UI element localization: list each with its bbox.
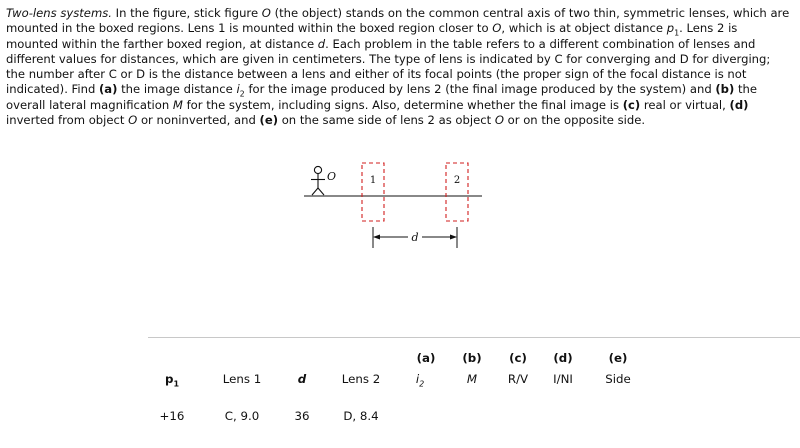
dimension-arrowhead-right	[450, 235, 457, 240]
header-inverted: I/NI	[553, 372, 573, 386]
problem-part-label: (a)	[99, 82, 118, 97]
header-d: d	[297, 372, 307, 386]
problem-text: i	[236, 82, 240, 97]
lens-1-label: 1	[369, 175, 377, 186]
problem-text: M	[172, 97, 183, 112]
problem-statement	[6, 6, 791, 128]
problem-text: the image distance	[117, 82, 237, 97]
table-cell-p1: +16	[159, 409, 185, 423]
problem-text: for the system, including signs. Also, determine whether the final image is	[182, 97, 623, 112]
header-real-virtual: R/V	[507, 372, 529, 386]
lens-1-box	[362, 163, 384, 221]
problem-text: p	[666, 21, 675, 36]
part-label-d: (d)	[553, 351, 573, 365]
problem-text: real or virtual,	[640, 97, 730, 112]
table-top-rule	[148, 337, 800, 338]
header-lens-2: Lens 2	[341, 372, 381, 386]
distance-d-dimension	[373, 227, 457, 248]
problem-text: inverted from object	[6, 113, 129, 128]
problem-text: O	[494, 113, 504, 128]
part-label-a: (a)	[416, 351, 436, 365]
dimension-arrowhead-left	[373, 235, 380, 240]
object-label: O	[327, 170, 337, 183]
lens-2-box	[446, 163, 468, 221]
problem-text: , which is at object distance	[501, 21, 667, 36]
problem-text: for the image produced by lens 2 (the final image produced by the system) and	[244, 82, 716, 97]
problem-text: O	[128, 113, 138, 128]
table-cell-d: 36	[294, 409, 310, 423]
problem-text: . Each problem in the table refers to a different combination of lenses and different values for distances, which are given in centimeters. The type of lens is indicated by C for converging and D for diverging; the number after C or D is the distance between a lens and either of its focal points (the proper sign of the focal distance is not indicated). Find	[6, 36, 771, 97]
two-lens-figure	[300, 158, 500, 268]
problem-part-label: (c)	[622, 97, 641, 112]
problem-text: O	[492, 21, 502, 36]
problem-text: (the object) stands on the common central axis of two thin, symmetric lenses, which are mounted in the boxed regions. Lens 1 is mounted within the boxed region closer to	[6, 6, 790, 36]
lens-2-label: 2	[453, 175, 461, 186]
stick-figure-leg	[312, 188, 318, 195]
problem-part-label: (e)	[259, 113, 279, 128]
header-magnification: M	[466, 372, 478, 386]
problem-part-label: (d)	[729, 97, 749, 112]
part-label-c: (c)	[509, 351, 527, 365]
stick-figure-head	[314, 166, 321, 173]
problem-text: on the same side of lens 2 as object	[278, 113, 495, 128]
problem-text: or on the opposite side.	[503, 113, 646, 128]
distance-label: d	[411, 231, 419, 244]
table-cell-lens-1: C, 9.0	[224, 409, 260, 423]
part-label-b: (b)	[462, 351, 482, 365]
table-cell-lens-2: D, 8.4	[343, 409, 379, 423]
header-lens-1: Lens 1	[222, 372, 262, 386]
problem-text: 2	[239, 89, 245, 99]
header-i2: $i_2$	[415, 372, 425, 389]
problem-text: . Lens 2 is mounted within the farther boxed region, at distance	[6, 21, 738, 51]
problem-text: d	[317, 36, 326, 51]
problem-title: Two-lens systems.	[6, 6, 112, 20]
problem-text: the overall lateral magnification	[6, 82, 757, 112]
problem-text: 1	[674, 28, 680, 38]
part-label-e: (e)	[608, 351, 628, 365]
problem-text: or noninverted, and	[137, 113, 260, 128]
stick-figure-leg	[318, 188, 324, 195]
problem-text: In the figure, stick figure	[111, 6, 262, 20]
header-p1: $p_1$	[164, 372, 180, 389]
stick-figure-object	[311, 166, 325, 195]
problem-text: O	[261, 6, 271, 20]
problem-part-label: (b)	[715, 82, 735, 97]
header-side: Side	[605, 372, 631, 386]
